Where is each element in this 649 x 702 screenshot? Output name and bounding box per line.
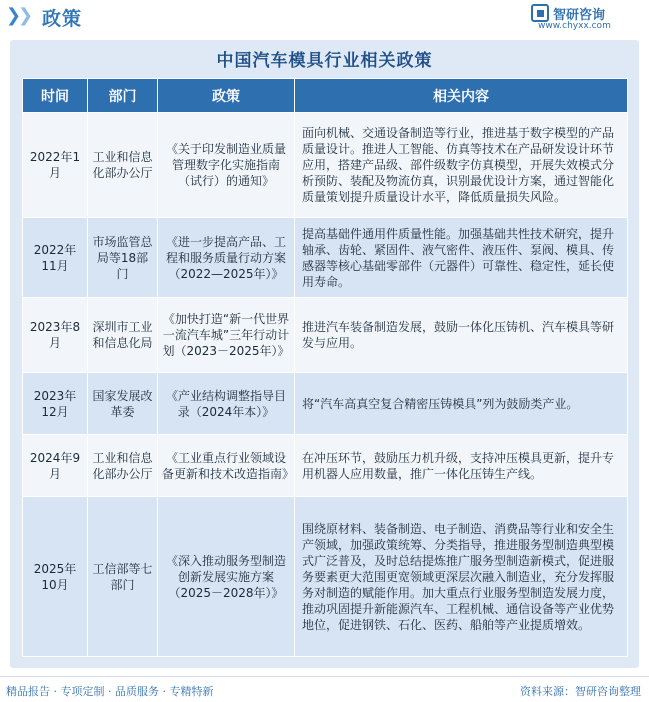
cell-policy: 《深入推动服务型制造创新发展实施方案（2025－2028年）》	[158, 497, 295, 657]
cell-department: 市场监管总局等18部门	[88, 218, 158, 298]
cell-department: 工信部等七部门	[88, 497, 158, 657]
cell-policy: 《产业结构调整指导目录（2024年本）》	[158, 373, 295, 435]
footer-source: 资料来源：智研咨询整理	[520, 685, 641, 698]
column-header-content: 相关内容	[295, 79, 628, 113]
chevron-right-icon: ❯	[18, 5, 34, 26]
brand-name: 智研咨询	[553, 8, 606, 23]
cell-department: 工业和信息化部办公厅	[88, 113, 158, 218]
table-row	[23, 113, 628, 218]
brand-url[interactable]: www.chyxx.com	[538, 21, 611, 31]
brand-logo-icon	[531, 4, 549, 22]
table-caption: 中国汽车模具行业相关政策	[216, 51, 433, 71]
table-row	[23, 497, 628, 657]
cell-content: 提高基础件通用件质量性能。加强基础共性技术研究，提升轴承、齿轮、紧固件、液气密件、液压件、泵阀、模具、传感器等核心基础零部件（元器件）可靠性、稳定性，延长使用寿命。	[295, 218, 628, 298]
column-header-policy: 政策	[158, 79, 295, 113]
policy-panel	[10, 40, 639, 668]
cell-time: 2022年11月	[23, 218, 88, 298]
page-header	[0, 0, 649, 34]
cell-department: 国家发展改革委	[88, 373, 158, 435]
footer-services: 精品报告 · 专项定制 · 品质服务 · 专精特新	[6, 685, 214, 698]
cell-time: 2024年9月	[23, 435, 88, 497]
cell-department: 工业和信息化部办公厅	[88, 435, 158, 497]
table-row	[23, 435, 628, 497]
page-footer	[0, 676, 649, 702]
cell-content: 面向机械、交通设备制造等行业，推进基于数字模型的产品质量设计。推进人工智能、仿真等技术在产品研发设计环节应用，搭建产品级、部件级数字仿真模型，开展失效模式分析预防、装配及物流仿真，识别最优设计方案，通过智能化质量策划提升质量设计水平，降低质量损失风险。	[295, 113, 628, 218]
cell-content: 在冲压环节，鼓励压力机升级，支持冲压模具更新，提升专用机器人应用数量，推广一体化压铸生产线。	[295, 435, 628, 497]
cell-content: 推进汽车装备制造发展，鼓励一体化压铸机、汽车模具等研发与应用。	[295, 298, 628, 373]
cell-time: 2022年1月	[23, 113, 88, 218]
table-row	[23, 218, 628, 298]
cell-time: 2023年12月	[23, 373, 88, 435]
cell-time: 2023年8月	[23, 298, 88, 373]
cell-content: 围绕原材料、装备制造、电子制造、消费品等行业和安全生产领域，加强政策统筹、分类指导，推进服务型制造典型模式广泛普及，及时总结提炼推广服务型制造新模式，促进服务要素更大范围更宽领域更深层次融入制造业，充分发挥服务对制造的赋能作用。加大重点行业服务型制造发展力度，推动巩固提升新能源汽车、工程机械、通信设备等产业优势地位，促进钢铁、石化、医药、船舶等产业提质增效。	[295, 497, 628, 657]
cell-content: 将“汽车高真空复合精密压铸模具”列为鼓励类产业。	[295, 373, 628, 435]
cell-department: 深圳市工业和信息化局	[88, 298, 158, 373]
cell-policy: 《关于印发制造业质量管理数字化实施指南（试行）的通知》	[158, 113, 295, 218]
chevron-right-icon: ❯	[6, 5, 22, 26]
cell-policy: 《工业重点行业领域设备更新和技术改造指南》	[158, 435, 295, 497]
section-title: 政策	[42, 8, 83, 30]
column-header-department: 部门	[88, 79, 158, 113]
table-row	[23, 373, 628, 435]
cell-time: 2025年10月	[23, 497, 88, 657]
cell-policy: 《加快打造“新一代世界一流汽车城”三年行动计划（2023－2025年）》	[158, 298, 295, 373]
column-header-time: 时间	[23, 79, 88, 113]
table-row	[23, 298, 628, 373]
cell-policy: 《进一步提高产品、工程和服务质量行动方案（2022—2025年）》	[158, 218, 295, 298]
policy-table	[22, 78, 628, 657]
table-header-row	[23, 79, 628, 113]
